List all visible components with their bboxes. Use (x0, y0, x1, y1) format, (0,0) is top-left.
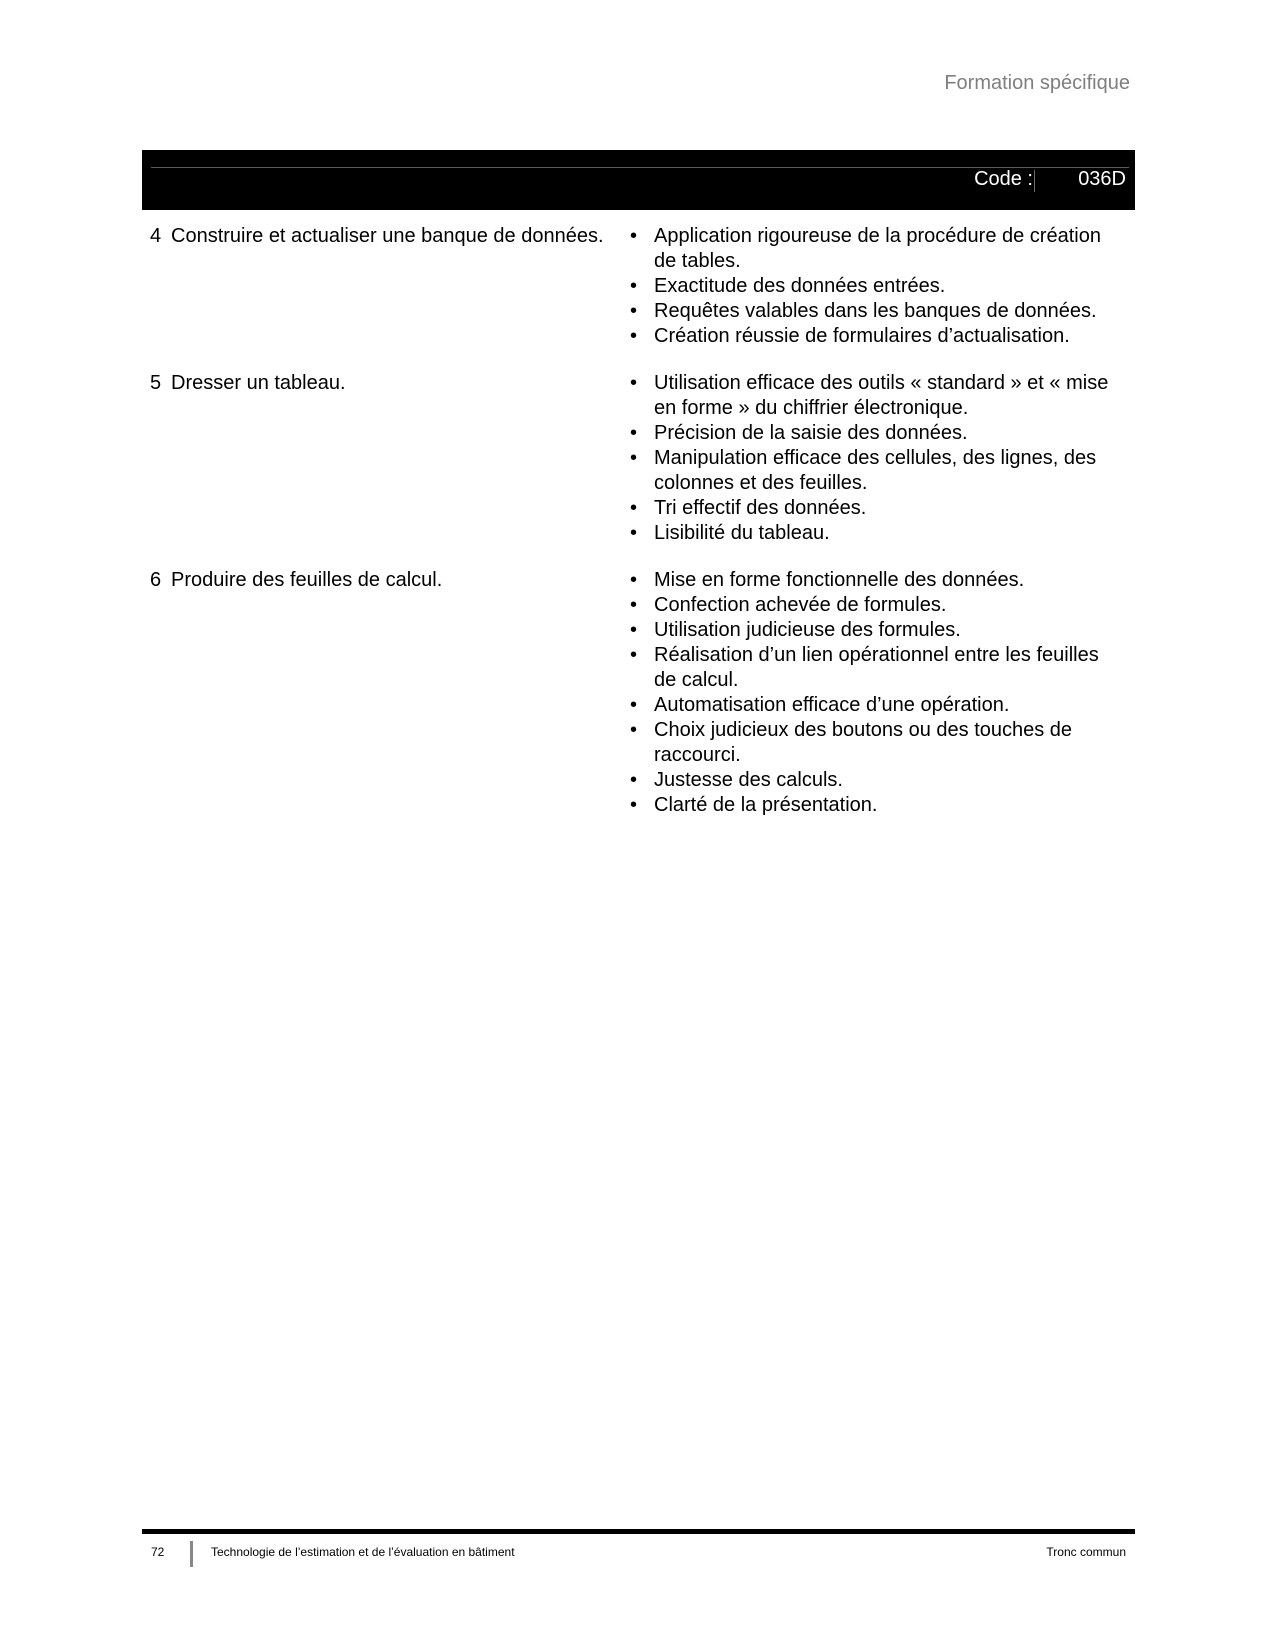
criteria-text: Réalisation d’un lien opérationnel entre les feuilles de calcul. (654, 644, 1099, 691)
code-separator (1034, 170, 1035, 192)
criteria-item (630, 768, 1115, 793)
criteria-item (630, 521, 1115, 546)
section-name: Tronc commun (1046, 1545, 1126, 1559)
criteria-text: Tri effectif des données. (654, 497, 867, 519)
criteria-text: Exactitude des données entrées. (654, 275, 946, 297)
criteria-text: Choix judicieux des boutons ou des touches de raccourci. (654, 719, 1073, 766)
bullet-icon: • (630, 769, 638, 791)
criteria-item (630, 643, 1115, 693)
bullet-icon: • (630, 794, 638, 816)
bullet-icon: • (630, 325, 638, 347)
footer-rule (142, 1529, 1135, 1534)
criteria-item (630, 718, 1115, 768)
criteria-item (630, 324, 1115, 349)
objective (142, 371, 630, 546)
criteria-item (630, 371, 1115, 421)
bullet-icon: • (630, 275, 638, 297)
objective-number: 4 (150, 225, 162, 247)
criteria-list (630, 568, 1135, 818)
criteria-item (630, 299, 1115, 324)
criteria-text: Confection achevée de formules. (654, 594, 947, 616)
bullet-icon: • (630, 694, 638, 716)
bullet-icon: • (630, 225, 638, 247)
criteria-text: Précision de la saisie des données. (654, 422, 968, 444)
objective-row (142, 224, 1135, 349)
criteria-item (630, 793, 1115, 818)
bullet-icon: • (630, 719, 638, 741)
criteria-item (630, 421, 1115, 446)
criteria-text: Automatisation efficace d’une opération. (654, 694, 1010, 716)
bullet-icon: • (630, 522, 638, 544)
criteria-text: Mise en forme fonctionnelle des données. (654, 569, 1025, 591)
objective-text: Produire des feuilles de calcul. (171, 569, 443, 591)
objective-number: 5 (150, 372, 162, 394)
objective-row (142, 371, 1135, 546)
code-header-bar (142, 150, 1135, 210)
criteria-text: Justesse des calculs. (654, 769, 843, 791)
running-head: Formation spécifique (944, 72, 1130, 94)
page-number: 72 (151, 1545, 165, 1559)
criteria-item (630, 618, 1115, 643)
criteria-list (630, 371, 1135, 546)
criteria-text: Application rigoureuse de la procédure de création de tables. (654, 225, 1101, 272)
bullet-icon: • (630, 300, 638, 322)
criteria-text: Clarté de la présentation. (654, 794, 878, 816)
bullet-icon: • (630, 497, 638, 519)
criteria-item (630, 693, 1115, 718)
criteria-item (630, 274, 1115, 299)
criteria-item (630, 224, 1115, 274)
bullet-icon: • (630, 619, 638, 641)
program-title: Technologie de l’estimation et de l’évaluation en bâtiment (211, 1545, 515, 1559)
code-value: 036D (1078, 168, 1126, 190)
criteria-item (630, 568, 1115, 593)
objective (142, 224, 630, 349)
criteria-text: Requêtes valables dans les banques de données. (654, 300, 1097, 322)
criteria-text: Utilisation efficace des outils « standard » et « mise en forme » du chiffrier électronique. (654, 372, 1109, 419)
criteria-item (630, 496, 1115, 521)
criteria-text: Manipulation efficace des cellules, des lignes, des colonnes et des feuilles. (654, 447, 1097, 494)
bullet-icon: • (630, 447, 638, 469)
objectives-table (142, 224, 1135, 840)
footer-separator (190, 1541, 193, 1567)
objective-text: Construire et actualiser une banque de données. (171, 225, 604, 247)
objective (142, 568, 630, 818)
bullet-icon: • (630, 594, 638, 616)
code-label: Code : (974, 168, 1033, 190)
objective-row (142, 568, 1135, 818)
bullet-icon: • (630, 644, 638, 666)
criteria-text: Utilisation judicieuse des formules. (654, 619, 961, 641)
criteria-item (630, 446, 1115, 496)
objective-number: 6 (150, 569, 162, 591)
bullet-icon: • (630, 372, 638, 394)
criteria-text: Création réussie de formulaires d’actualisation. (654, 325, 1070, 347)
bullet-icon: • (630, 569, 638, 591)
criteria-list (630, 224, 1135, 349)
bullet-icon: • (630, 422, 638, 444)
criteria-text: Lisibilité du tableau. (654, 522, 830, 544)
criteria-item (630, 593, 1115, 618)
objective-text: Dresser un tableau. (171, 372, 346, 394)
